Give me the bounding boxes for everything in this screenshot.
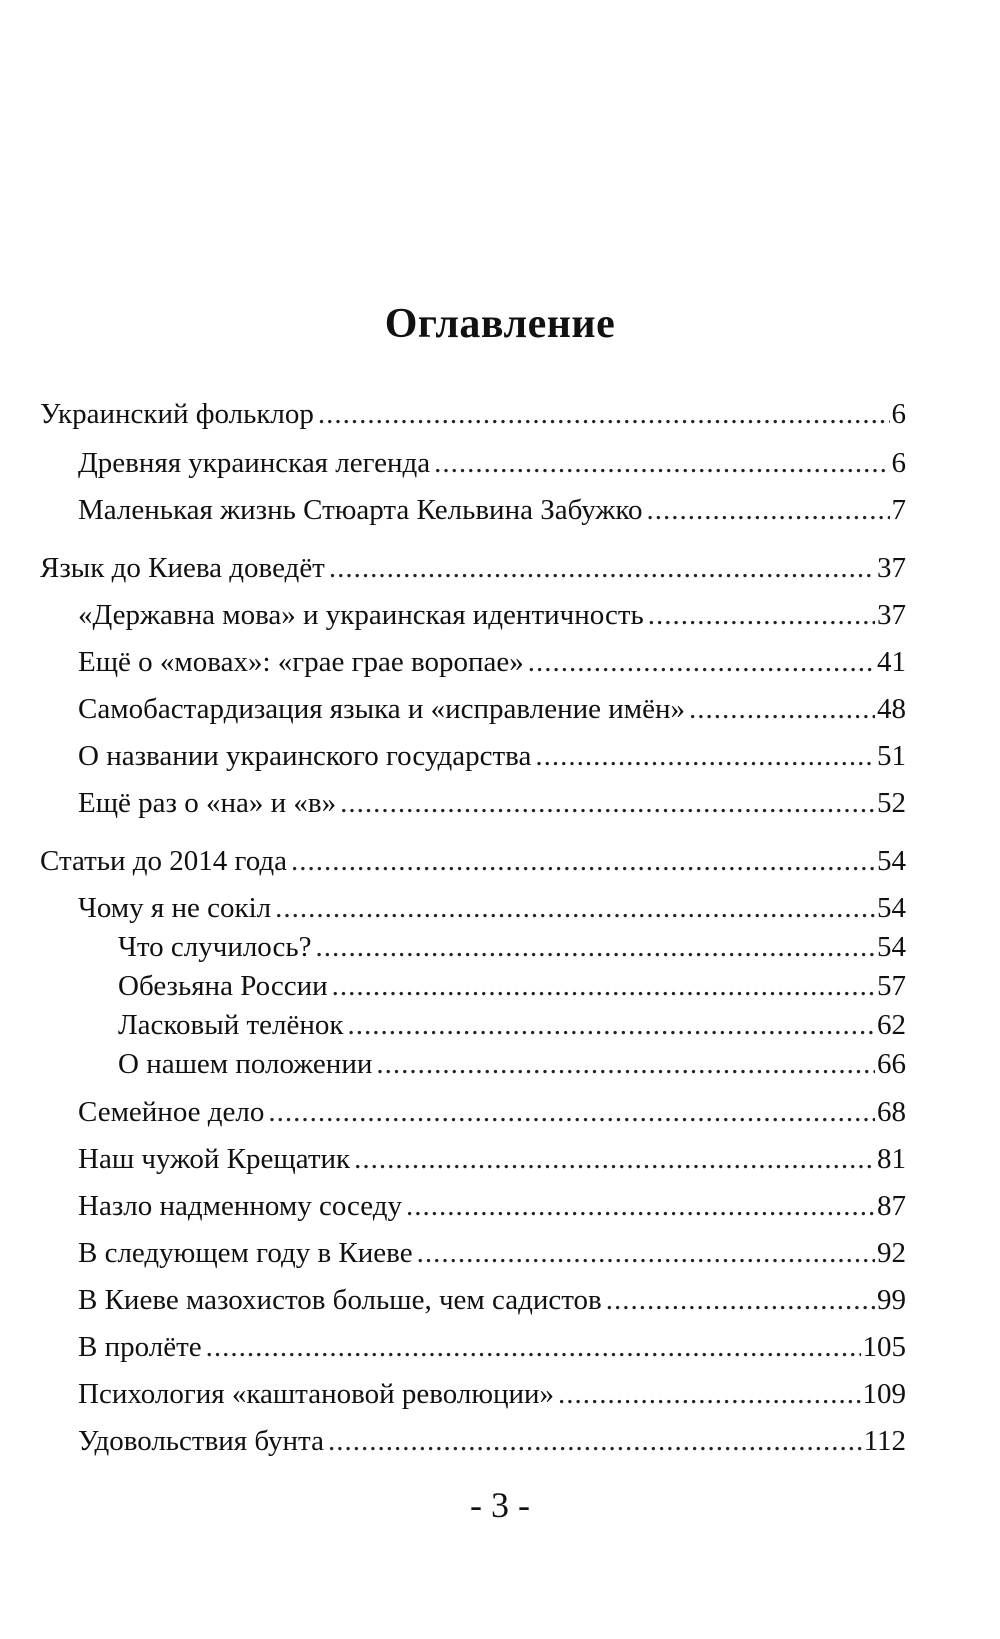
toc-entry (78, 446, 906, 480)
toc-entry-title: Назло надменному соседу (78, 1190, 403, 1222)
toc-entry (78, 891, 906, 925)
dot-leader (340, 786, 875, 820)
toc-entry (78, 1283, 906, 1317)
dot-leader (354, 1142, 875, 1176)
toc-entry-page: 37 (877, 552, 906, 584)
toc-entry (40, 551, 906, 585)
dot-leader (275, 891, 875, 925)
dot-leader (417, 1236, 875, 1270)
dot-leader (558, 1377, 860, 1411)
toc-entry-title: Психология «каштановой революции» (78, 1378, 555, 1410)
dot-leader (329, 551, 875, 585)
dot-leader (332, 969, 875, 1003)
toc-entry-title: Семейное дело (78, 1096, 265, 1128)
page-title: Оглавление (384, 301, 616, 347)
toc-entry-page: 37 (877, 599, 906, 631)
toc-entry-page: 57 (877, 970, 906, 1002)
dot-leader (206, 1330, 861, 1364)
toc-entry (78, 1142, 906, 1176)
toc-entry-title: Древняя украинская легенда (78, 447, 431, 479)
toc-entry-title: Обезьяна России (118, 970, 328, 1002)
toc-entry-page: 52 (877, 787, 906, 819)
toc-entry (78, 598, 906, 632)
toc-entry-title: Украинский фольклор (40, 398, 314, 430)
toc-entry (78, 493, 906, 527)
toc-entry-title: Маленькая жизнь Стюарта Кельвина Забужко (78, 494, 643, 526)
toc-entry-title: О нашем положении (118, 1048, 373, 1080)
toc-entry (78, 739, 906, 773)
toc-entry-page: 105 (862, 1331, 906, 1363)
toc-entry-page: 54 (877, 892, 906, 924)
dot-leader (347, 1008, 875, 1042)
toc-entry-page: 87 (877, 1190, 906, 1222)
toc-entry-title: Чому я не сокіл (78, 892, 272, 924)
dot-leader (606, 1283, 875, 1317)
toc-entry-page: 41 (877, 646, 906, 678)
toc-entry (78, 1330, 906, 1364)
toc-entry-title: Язык до Киева доведёт (40, 552, 325, 584)
toc-entry-page: 54 (877, 931, 906, 963)
dot-leader (434, 446, 889, 480)
toc-entry-title: В пролёте (78, 1331, 202, 1363)
page-number: - 3 - (470, 1485, 530, 1525)
toc-entry-page: 112 (863, 1425, 906, 1457)
toc-entry-page: 51 (877, 740, 906, 772)
dot-leader (291, 844, 875, 878)
toc-entry-page: 7 (891, 494, 906, 526)
dot-leader (648, 598, 875, 632)
toc-entry (78, 1424, 906, 1458)
toc-entry (78, 692, 906, 726)
toc-entry (118, 969, 906, 1003)
toc-entry-title: В Киеве мазохистов больше, чем садистов (78, 1284, 602, 1316)
dot-leader (316, 930, 876, 964)
toc-entry-title: В следующем году в Киеве (78, 1237, 413, 1269)
dot-leader (689, 692, 875, 726)
toc-entry-page: 6 (891, 447, 906, 479)
dot-leader (528, 645, 875, 679)
dot-leader (318, 397, 890, 431)
dot-leader (376, 1047, 875, 1081)
toc-entry-title: «Державна мова» и украинская идентичность (78, 599, 644, 631)
toc-entry-page: 81 (877, 1143, 906, 1175)
toc-entry-page: 109 (862, 1378, 906, 1410)
toc-entry-title: Ещё раз о «на» и «в» (78, 787, 337, 819)
toc-entry (118, 1008, 906, 1042)
toc-entry-title: Ласковый телёнок (118, 1009, 344, 1041)
toc-entry-page: 99 (877, 1284, 906, 1316)
toc-entry-title: Самобастардизация языка и «исправление имён» (78, 693, 685, 725)
dot-leader (268, 1095, 875, 1129)
toc-entry-page: 6 (891, 398, 906, 430)
toc-entry (78, 1189, 906, 1223)
toc-entry-page: 92 (877, 1237, 906, 1269)
toc-entry-title: О названии украинского государства (78, 740, 532, 772)
dot-leader (406, 1189, 875, 1223)
toc-entry (78, 1236, 906, 1270)
toc-entry (118, 1047, 906, 1081)
toc-entry-page: 48 (877, 693, 906, 725)
toc-entry-title: Что случилось? (118, 931, 312, 963)
toc-entry (78, 1095, 906, 1129)
toc-entry-page: 68 (877, 1096, 906, 1128)
toc-entry (40, 844, 906, 878)
dot-leader (535, 739, 875, 773)
dot-leader (647, 493, 890, 527)
toc-entry-title: Наш чужой Крещатик (78, 1143, 351, 1175)
toc-entry-title: Удовольствия бунта (78, 1425, 324, 1457)
toc-entry-page: 62 (877, 1009, 906, 1041)
toc-entry-title: Ещё о «мовах»: «грае грае воропае» (78, 646, 524, 678)
toc-entry-page: 54 (877, 845, 906, 877)
dot-leader (328, 1424, 862, 1458)
toc-entry (78, 786, 906, 820)
toc-entry-title: Статьи до 2014 года (40, 845, 287, 877)
toc-entry (78, 645, 906, 679)
toc-entry (118, 930, 906, 964)
toc-entry-page: 66 (877, 1048, 906, 1080)
toc-entry (78, 1377, 906, 1411)
toc-entry (40, 397, 906, 431)
